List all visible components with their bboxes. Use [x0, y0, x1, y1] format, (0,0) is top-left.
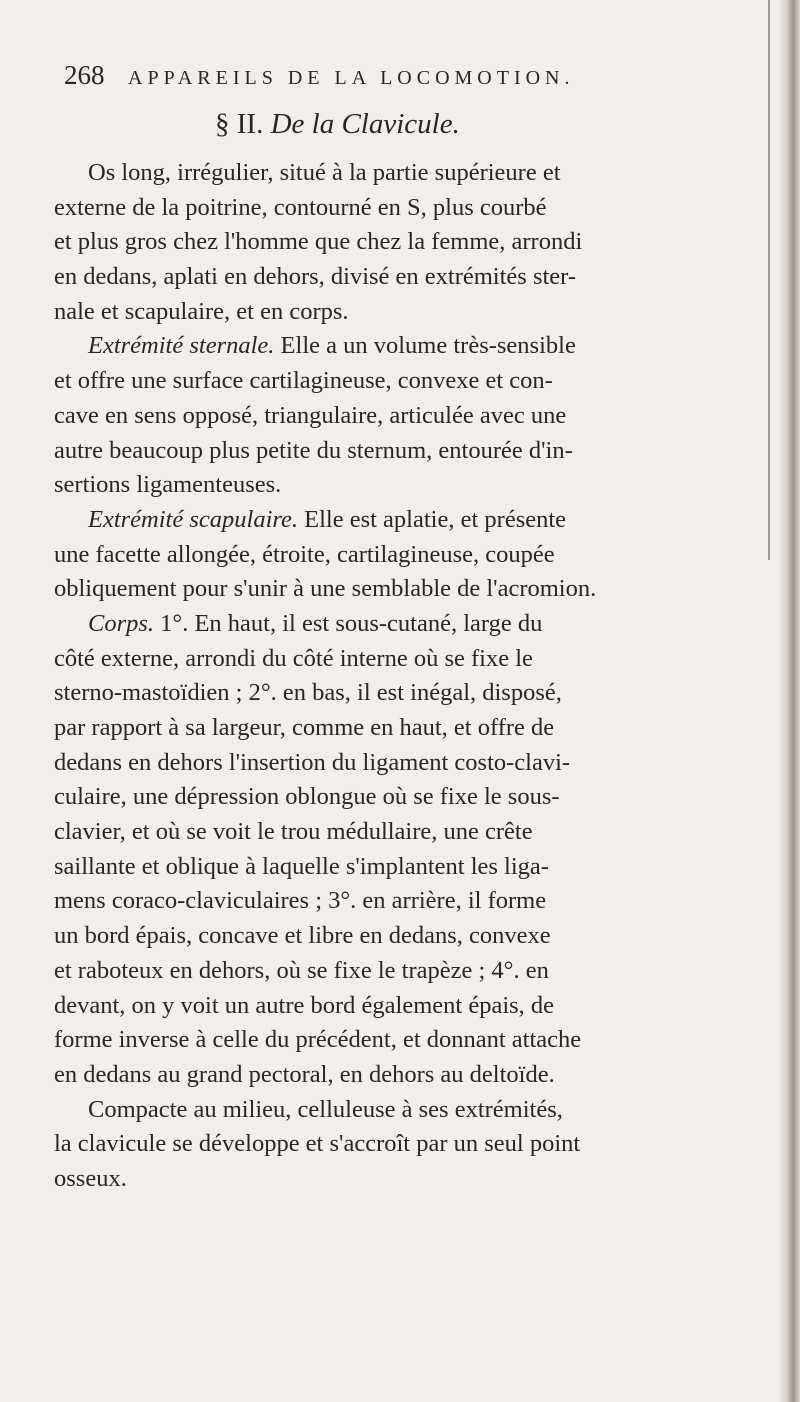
- text-line: [54, 919, 784, 954]
- line-text: mens coraco-claviculaires ; 3°. en arrière, il forme: [54, 887, 547, 915]
- text-line: [54, 850, 784, 885]
- text-line: [54, 295, 784, 330]
- text-line: [54, 989, 784, 1024]
- line-text: sterno-mastoïdien ; 2°. en bas, il est inégal, disposé,: [54, 679, 562, 707]
- text-line: [54, 434, 784, 469]
- line-text: en dedans au grand pectoral, en dehors au deltoïde.: [54, 1060, 555, 1088]
- line-text: saillante et oblique à laquelle s'implantent les liga-: [54, 852, 549, 880]
- text-line: [54, 1127, 784, 1162]
- section-title: De la Clavicule.: [270, 108, 460, 140]
- text-line: [54, 1058, 784, 1093]
- line-text: côté externe, arrondi du côté interne où se fixe le: [54, 644, 533, 672]
- line-text: en dedans, aplati en dehors, divisé en extrémités ster-: [54, 263, 577, 291]
- body-text: [54, 156, 784, 1197]
- text-line: [54, 711, 784, 746]
- text-line: [54, 364, 784, 399]
- text-line: [54, 468, 784, 503]
- line-text: externe de la poitrine, contourné en S, plus courbé: [54, 193, 547, 221]
- text-line: [54, 1023, 784, 1058]
- line-text: et offre une surface cartilagineuse, convexe et con-: [54, 367, 553, 395]
- italic-lead: Extrémité scapulaire.: [88, 505, 299, 533]
- line-text: la clavicule se développe et s'accroît par un seul point: [54, 1130, 581, 1158]
- text-line: [54, 815, 784, 850]
- line-text: Compacte au milieu, celluleuse à ses extrémités,: [88, 1095, 563, 1123]
- text-line: [54, 156, 784, 191]
- line-text: et plus gros chez l'homme que chez la femme, arrondi: [54, 228, 583, 256]
- line-text: dedans en dehors l'insertion du ligament costo-clavi-: [54, 748, 571, 776]
- section-number: § II.: [215, 108, 264, 140]
- text-line: [54, 780, 784, 815]
- italic-lead: Corps.: [88, 609, 155, 637]
- text-line: [54, 607, 784, 642]
- text-line: [54, 884, 784, 919]
- section-heading: [215, 108, 460, 141]
- text-line: [54, 954, 784, 989]
- text-line: [54, 399, 784, 434]
- text-line: [54, 676, 784, 711]
- text-line: [54, 538, 784, 573]
- line-text: obliquement pour s'unir à une semblable de l'acromion.: [54, 575, 597, 603]
- line-text: et raboteux en dehors, où se fixe le trapèze ; 4°. en: [54, 956, 549, 984]
- text-line: [54, 746, 784, 781]
- line-text: un bord épais, concave et libre en dedans, convexe: [54, 922, 551, 950]
- line-text: sertions ligamenteuses.: [54, 471, 282, 499]
- line-text: culaire, une dépression oblongue où se fixe le sous-: [54, 783, 560, 811]
- running-title: APPAREILS DE LA LOCOMOTION.: [128, 67, 575, 89]
- line-text: cave en sens opposé, triangulaire, articulée avec une: [54, 401, 567, 429]
- text-line: [54, 191, 784, 226]
- line-text: Elle a un volume très-sensible: [274, 332, 576, 360]
- text-line: [54, 260, 784, 295]
- text-line: [54, 642, 784, 677]
- italic-lead: Extrémité sternale.: [88, 332, 275, 360]
- line-text: Os long, irrégulier, situé à la partie supérieure et: [88, 159, 561, 186]
- line-text: autre beaucoup plus petite du sternum, entourée d'in-: [54, 436, 573, 464]
- running-header: [64, 60, 744, 91]
- line-text: clavier, et où se voit le trou médullaire, une crête: [54, 818, 533, 846]
- text-line: [54, 329, 784, 364]
- line-text: forme inverse à celle du précédent, et donnant attache: [54, 1026, 582, 1054]
- line-text: 1°. En haut, il est sous-cutané, large du: [154, 609, 543, 637]
- text-line: [54, 1093, 784, 1128]
- page-number: 268: [64, 60, 105, 90]
- line-text: Elle est aplatie, et présente: [298, 505, 567, 533]
- text-line: [54, 503, 784, 538]
- line-text: devant, on y voit un autre bord également épais, de: [54, 991, 555, 1019]
- line-text: par rapport à sa largeur, comme en haut, et offre de: [54, 714, 555, 741]
- line-text: osseux.: [54, 1164, 127, 1192]
- text-line: [54, 572, 784, 607]
- text-line: [54, 1162, 784, 1197]
- line-text: une facette allongée, étroite, cartilagineuse, coupée: [54, 540, 555, 568]
- line-text: nale et scapulaire, et en corps.: [54, 297, 349, 325]
- text-line: [54, 225, 784, 260]
